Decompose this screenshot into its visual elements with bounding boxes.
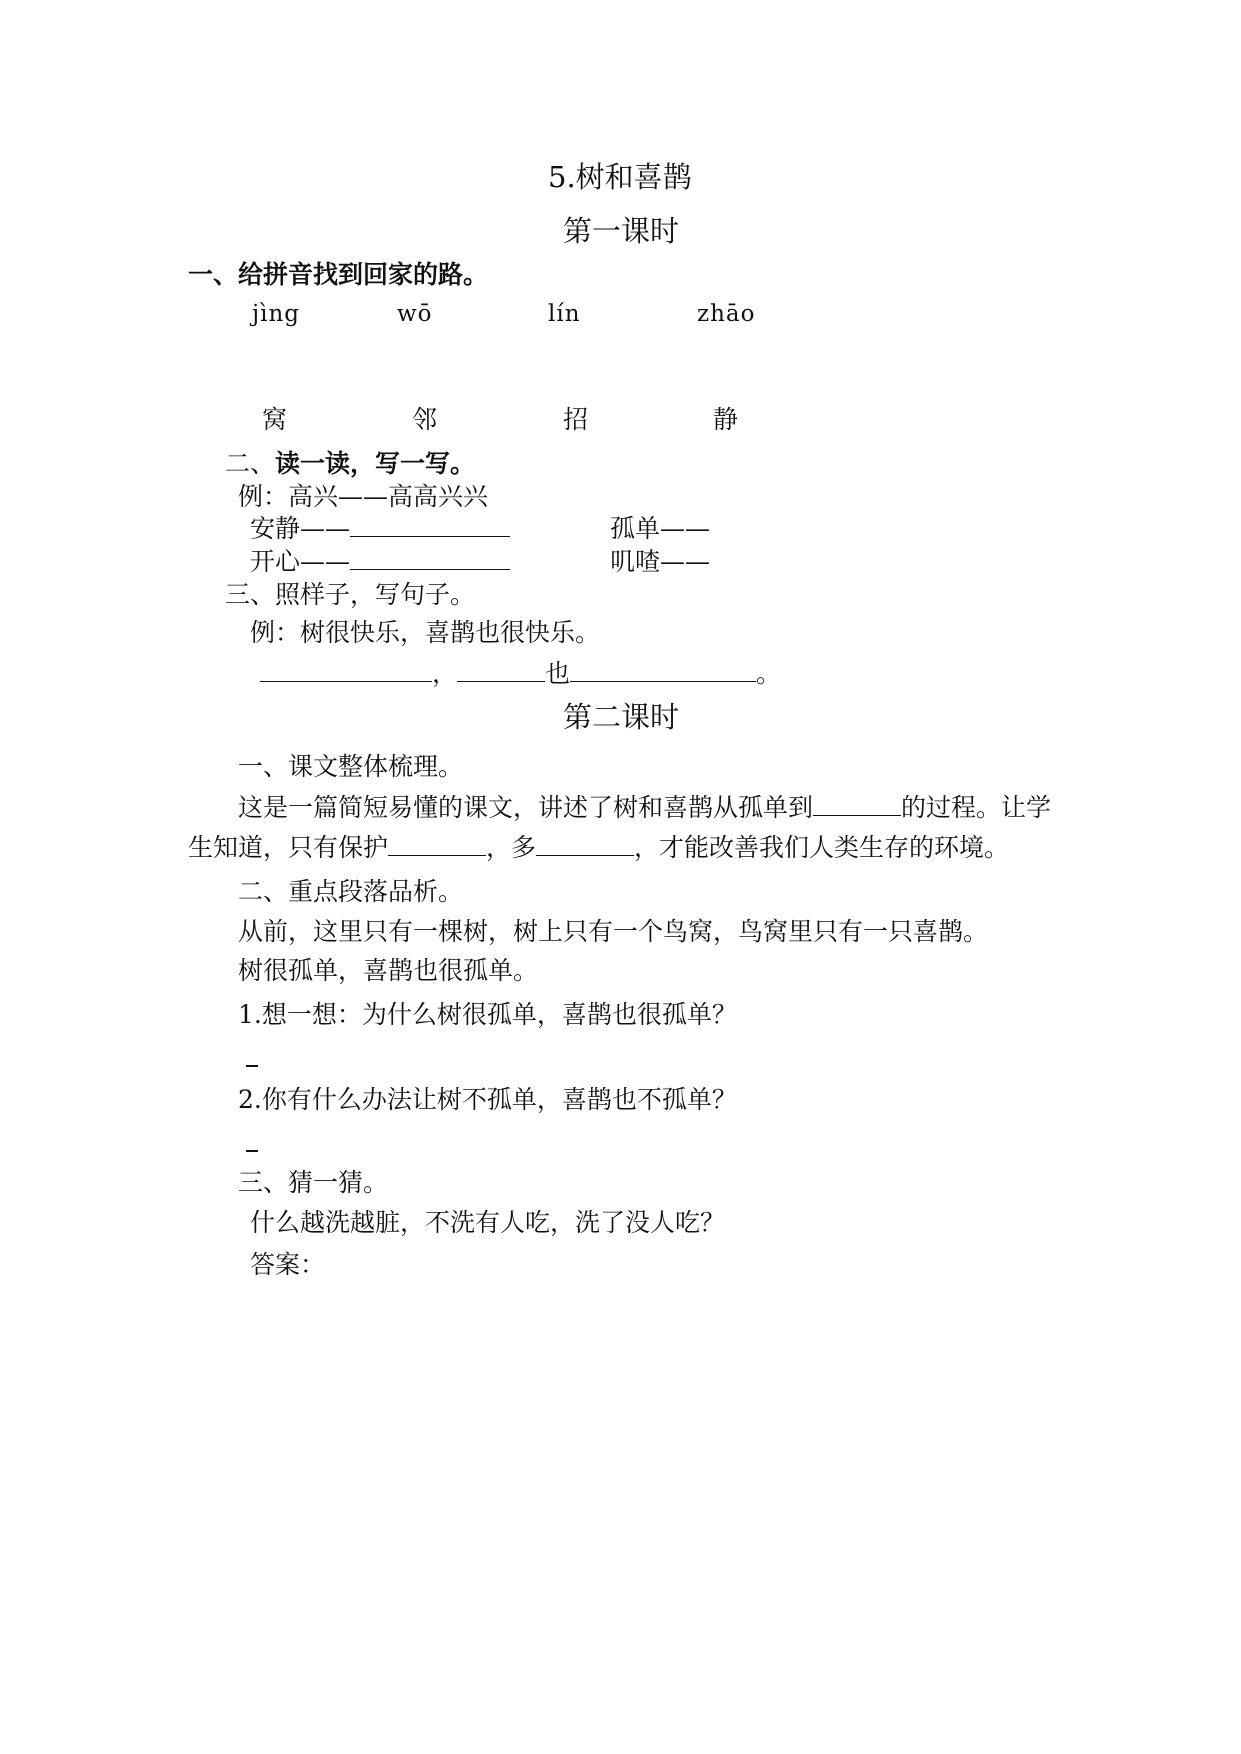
summary-text: ，多 [486,833,537,862]
answer-blank[interactable] [813,814,901,816]
hanzi-item: 邻 [412,405,438,434]
summary-text: ，才能改善我们人类生存的环境。 [634,833,1010,862]
answer-blank[interactable] [536,854,634,856]
riddle-text: 什么越洗越脏，不洗有人吃，洗了没人吃？ [250,1208,726,1237]
fill-item-label: 叽喳—— [610,547,711,576]
summary-text: 生知道，只有保护 [188,833,389,862]
summary-text: 这是一篇简短易懂的课文，讲述了树和喜鹊从孤单到 [238,793,814,822]
fill-item-label: 安静—— [250,514,351,543]
answer-label: 答案： [250,1250,326,1279]
pinyin-item: zhāo [697,301,756,327]
fill-item [610,516,710,541]
pinyin-item: lín [548,301,581,327]
fill-item-label: 开心—— [250,547,351,576]
answer-blank[interactable] [388,854,486,856]
answer-line[interactable] [246,1150,258,1152]
answer-line[interactable] [246,1065,258,1067]
lesson1-section1-label: 一、给拼音找到回家的路。 [188,260,489,289]
fill-item [250,516,510,541]
pinyin-item: wō [397,301,433,327]
summary-text: 的过程。让学 [901,793,1052,822]
hanzi-item: 静 [713,405,739,434]
pinyin-item: jìng [252,301,301,327]
fill-item-label: 孤单—— [610,514,711,543]
summary-line [188,835,1009,860]
answer-blank[interactable] [570,680,756,682]
lesson1-section3-label: 三、照样子，写句子。 [225,580,476,609]
section-title: 读一读，写一写。 [275,449,476,478]
page-title: 5.树和喜鹊 [548,160,692,194]
passage-line: 从前，这里只有一棵树，树上只有一个鸟窝，鸟窝里只有一只喜鹊。 [238,917,989,946]
comma: ， [432,659,458,688]
ye-char: 也 [545,659,571,688]
hanzi-item: 招 [563,405,589,434]
summary-line [238,795,1051,820]
lesson2-section2-label: 二、重点段落品析。 [238,877,464,906]
lesson2-section1-label: 一、课文整体梳理。 [238,752,464,781]
hanzi-item: 窝 [262,405,288,434]
fill-item [610,549,710,574]
question-2: 2.你有什么办法让树不孤单，喜鹊也不孤单？ [238,1085,737,1114]
section-number: 二、 [225,449,276,478]
fill-item [250,549,510,574]
example-line: 例：树很快乐，喜鹊也很快乐。 [250,618,601,647]
period: 。 [756,659,782,688]
answer-blank[interactable] [457,680,545,682]
lesson1-section2-label [225,451,475,476]
lesson2-section3-label: 三、猜一猜。 [238,1168,389,1197]
question-1: 1.想一想：为什么树很孤单，喜鹊也很孤单？ [238,1000,737,1029]
answer-blank[interactable] [260,680,432,682]
passage-line: 树很孤单，喜鹊也很孤单。 [238,956,539,985]
example-line: 例：高兴——高高兴兴 [238,482,489,511]
sentence-fill-line [260,661,781,686]
lesson2-heading: 第二课时 [563,700,680,734]
answer-blank[interactable] [350,535,510,537]
lesson1-heading: 第一课时 [563,214,680,248]
answer-blank[interactable] [350,568,510,570]
